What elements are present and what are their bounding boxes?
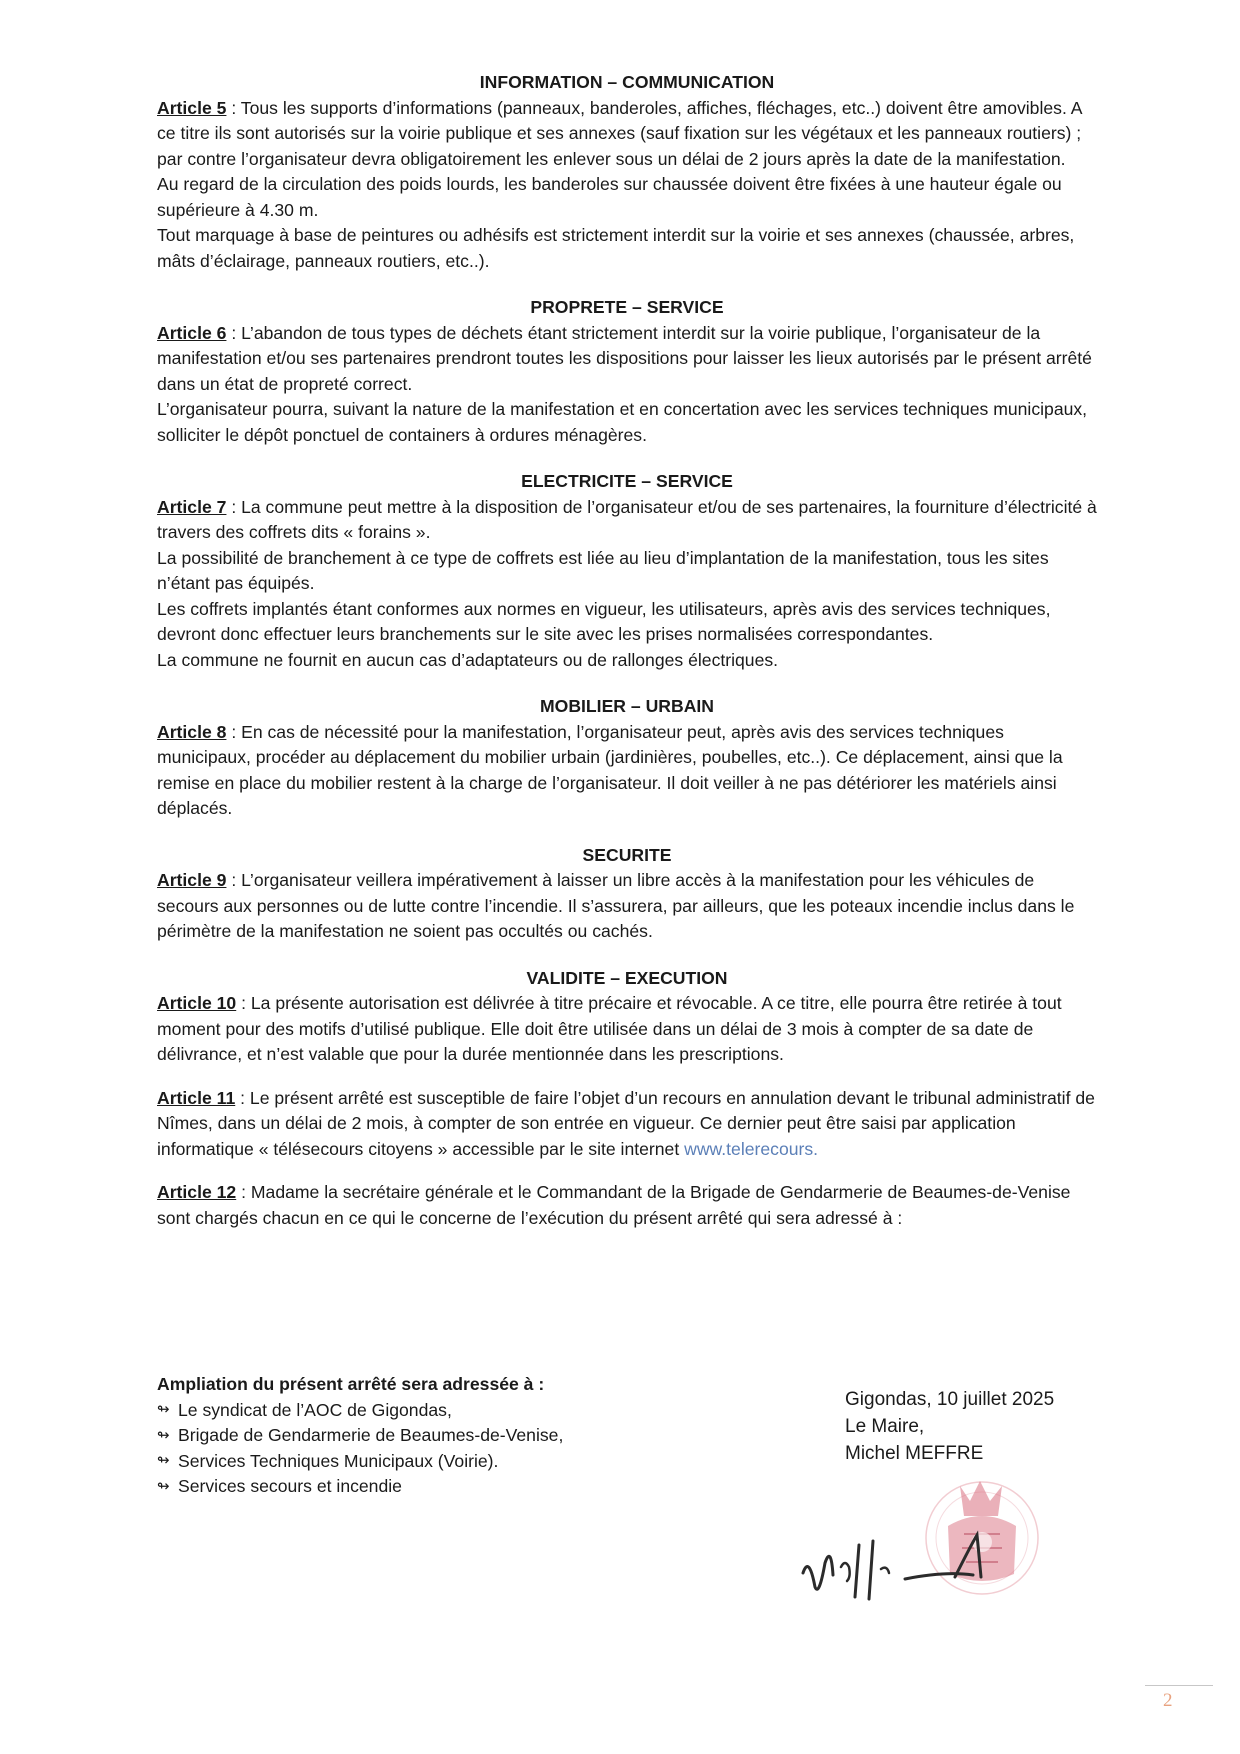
signature-place-date: Gigondas, 10 juillet 2025 — [845, 1389, 1055, 1410]
article-10-label: Article 10 — [157, 993, 237, 1013]
article-5-paragraph-2: Au regard de la circulation des poids lourds, les banderoles sur chaussée doivent être fixées à une hauteur égale ou supérieure à 4.30 m. — [157, 174, 1062, 220]
ampliation-block — [157, 1372, 717, 1500]
article-7-paragraph-3: Les coffrets implantés étant conformes aux normes en vigueur, les utilisateurs, après avis des services techniques, devront donc effectuer leurs branchements sur le site avec les prises normalisées correspondantes. — [157, 598, 1051, 644]
article-8-paragraph — [157, 720, 1097, 822]
section-title-securite: SECURITE — [582, 844, 672, 865]
article-6-paragraph-2: L’organisateur pourra, suivant la nature de la manifestation et en concertation avec les services techniques municipaux, solliciter le dépôt ponctuel de containers à ordures ménagères. — [157, 399, 1088, 445]
article-9-label: Article 9 — [157, 870, 227, 890]
article-6-paragraph — [157, 321, 1097, 398]
article-10-paragraph — [157, 991, 1097, 1068]
signature-name: Michel MEFFRE — [845, 1443, 984, 1464]
article-6-text: : L’abandon de tous types de déchets étant strictement interdit sur la voirie publique, l’organisateur de la manifestation et/ou ses partenaires prendront toutes les dispositions pour laisser les lieux autorisés par le présent arrêté dans un état de propreté correct. — [157, 322, 1092, 394]
recipient-item — [157, 1474, 717, 1500]
curved-arrow-icon: ↬ — [157, 1426, 170, 1444]
article-5-label: Article 5 — [157, 97, 227, 118]
section-title-mobilier: MOBILIER – URBAIN — [540, 696, 714, 716]
curved-arrow-icon: ↬ — [157, 1452, 170, 1470]
article-7-paragraph-2: La possibilité de branchement à ce type de coffrets est liée au lieu d’implantation de la manifestation, tous les sites n’étant pas équipés. — [157, 547, 1049, 593]
article-9-text: : L’organisateur veillera impérativement à laisser un libre accès à la manifestation pour les véhicules de secours aux personnes ou de lutte contre l’incendie. Il s’assurera, par ailleurs, que les poteaux incendie inclus dans le périmètre de la manifestation ne soient pas occultés ou cachés. — [157, 870, 1075, 941]
recipient-label: Services Techniques Municipaux (Voirie). — [178, 1450, 499, 1471]
recipient-item — [157, 1423, 717, 1449]
article-7-paragraph-4: La commune ne fournit en aucun cas d’adaptateurs ou de rallonges électriques. — [157, 649, 779, 670]
article-9-paragraph — [157, 868, 1097, 945]
article-5-paragraph — [157, 96, 1097, 173]
section-title-validite: VALIDITE – EXECUTION — [526, 967, 728, 988]
article-7-text: : La commune peut mettre à la disposition de l’organisateur et/ou de ses partenaires, la fourniture d’électricité à travers des coffrets dits « forains ». — [157, 496, 1097, 542]
curved-arrow-icon: ↬ — [157, 1401, 170, 1419]
section-title-information: INFORMATION – COMMUNICATION — [479, 72, 775, 92]
recipient-label: Le syndicat de l’AOC de Gigondas, — [178, 1399, 452, 1420]
recipient-item — [157, 1398, 717, 1424]
article-8-text: : En cas de nécessité pour la manifestation, l’organisateur peut, après avis des services techniques municipaux, procéder au déplacement du mobilier urbain (jardinières, poubelles, etc..). Ce déplacement, ainsi que la remise en place du mobilier restent à la charge de l’organisateur. Il doit veiller à ne pas détériorer les matériels ainsi déplacés. — [157, 721, 1063, 818]
section-title-electricite: ELECTRICITE – SERVICE — [521, 471, 733, 491]
section-title-proprete: PROPRETE – SERVICE — [530, 297, 724, 317]
article-11-paragraph — [157, 1086, 1097, 1163]
ampliation-heading: Ampliation du présent arrêté sera adressée à : — [157, 1374, 545, 1394]
document-body — [157, 70, 1097, 1231]
recipient-item — [157, 1449, 717, 1475]
recipient-label: Services secours et incendie — [178, 1476, 402, 1496]
article-12-text: : Madame la secrétaire générale et le Commandant de la Brigade de Gendarmerie de Beaumes-de-Venise sont chargés chacun en ce qui le concerne de l’exécution du présent arrêté qui sera adressé à : — [157, 1182, 1071, 1228]
curved-arrow-icon: ↬ — [157, 1477, 170, 1495]
signature-role: Le Maire, — [845, 1416, 925, 1437]
page-number: 2 — [1163, 1690, 1173, 1711]
mayor-signature — [795, 1515, 1025, 1605]
article-7-label: Article 7 — [157, 496, 227, 517]
article-11-label: Article 11 — [157, 1087, 236, 1108]
article-5-paragraph-3: Tout marquage à base de peintures ou adhésifs est strictement interdit sur la voirie et ses annexes (chaussée, arbres, mâts d’éclairage, panneaux routiers, etc..). — [157, 225, 1075, 271]
page-number-rule — [1145, 1685, 1213, 1686]
article-10-text: : La présente autorisation est délivrée à titre précaire et révocable. A ce titre, elle pourra être retirée à tout moment pour des motifs d’utilisé publique. Elle doit être utilisée dans un délai de 3 mois à compter de sa date de délivrance, et n’est valable que pour la durée mentionnée dans les prescriptions. — [157, 993, 1062, 1064]
article-12-paragraph — [157, 1180, 1097, 1231]
article-6-label: Article 6 — [157, 322, 227, 343]
article-11-text: : Le présent arrêté est susceptible de faire l’objet d’un recours en annulation devant le tribunal administratif de Nîmes, dans un délai de 2 mois, à compter de son entrée en vigueur. Ce dernier peut être saisi par application informatique « télésecours citoyens » accessible par le site internet — [157, 1087, 1095, 1159]
recipient-label: Brigade de Gendarmerie de Beaumes-de-Venise, — [178, 1425, 564, 1445]
signature-block — [845, 1386, 1145, 1467]
article-8-label: Article 8 — [157, 721, 227, 742]
telerecours-link[interactable]: www.telerecours. — [684, 1138, 819, 1159]
article-12-label: Article 12 — [157, 1182, 237, 1202]
article-5-text: : Tous les supports d’informations (panneaux, banderoles, affiches, fléchages, etc..) doivent être amovibles. A ce titre ils sont autorisés sur la voirie publique et ses annexes (sauf fixation sur les végétaux et les panneaux routiers) ; par contre l’organisateur devra obligatoirement les enlever sous un délai de 2 jours après la date de la manifestation. — [157, 97, 1082, 169]
article-7-paragraph — [157, 495, 1097, 546]
